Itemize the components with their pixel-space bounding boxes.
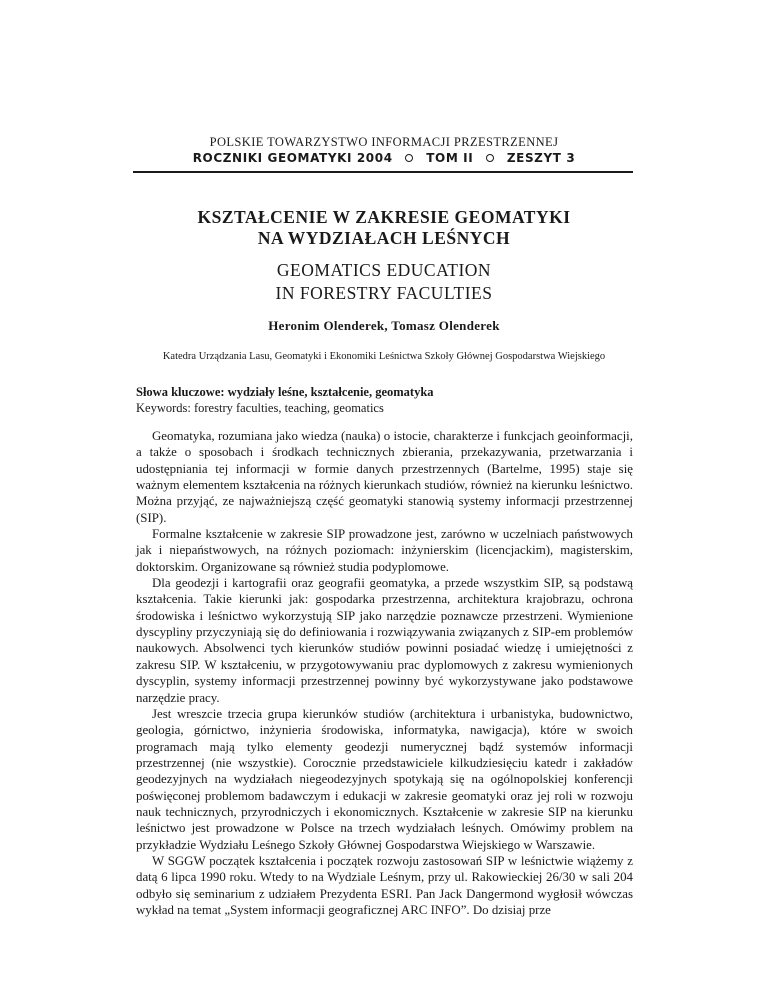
circle-separator-icon [405, 154, 413, 162]
keywords-english: Keywords: forestry faculties, teaching, geomatics [136, 401, 384, 415]
title-english-line: IN FORESTRY FACULTIES [275, 283, 493, 303]
title-polish-line: KSZTAŁCENIE W ZAKRESIE GEOMATYKI [197, 207, 571, 227]
paragraph: W SGGW początek kształcenia i początek rozwoju zastosowań SIP w leśnictwie wiążemy z datą 6 lipca 1990 roku. Wtedy to na Wydziale Leśnym, przy ul. Rakowieckiej 26/30 w sali 204 odbyło się seminarium z udziałem Prezydenta ESRI. Pan Jack Dangermond wygłosił wówczas wykład na temat „System informacji geograficznej ARC INFO”. Do dzisiaj prze [136, 853, 633, 917]
title-english-line: GEOMATICS EDUCATION [276, 260, 492, 280]
header-divider [133, 171, 633, 173]
title-english [0, 259, 768, 305]
title-polish-line: NA WYDZIAŁACH LEŚNYCH [257, 228, 511, 248]
authors: Heronim Olenderek, Tomasz Olenderek [268, 318, 500, 333]
paragraph: Formalne kształcenie w zakresie SIP prowadzone jest, zarówno w uczelniach państwowych jak i niepaństwowych, na różnych poziomach: inżynierskim (licencjackim), magisterskim, doktorskim. Organizowane są również studia podyplomowe. [136, 527, 633, 574]
paragraph: Geomatyka, rozumiana jako wiedza (nauka) o istocie, charakterze i funkcjach geoinformacji, a także o sposobach i środkach technicznych zbierania, przekazywania, przetwarzania i udostępniania tej informacji w formie danych przestrzennych (Bartelme, 1995) staje się ważnym elementem kształcenia na różnych kierunkach studiów, również na kierunku leśnictwo. Można przyjąć, ze najważniejszą część geomatyki stanowią systemy informacji przestrzennej (SIP). [136, 429, 633, 525]
series-volume: TOM II [426, 151, 474, 165]
keywords-polish: Słowa kluczowe: wydziały leśne, kształcenie, geomatyka [136, 385, 434, 399]
series-issue: ZESZYT 3 [506, 151, 576, 165]
series-name: ROCZNIKI GEOMATYKI 2004 [192, 151, 393, 165]
journal-organization: POLSKIE TOWARZYSTWO INFORMACJI PRZESTRZENNEJ [209, 135, 559, 149]
affiliation: Katedra Urządzania Lasu, Geomatyki i Ekonomiki Leśnictwa Szkoły Głównej Gospodarstwa Wiejskiego [162, 351, 606, 362]
paragraph: Jest wreszcie trzecia grupa kierunków studiów (architektura i urbanistyka, budownictwo, geologia, górnictwo, inżynieria środowiska, informatyka, nawigacja), które w swoich programach mają tylko elementy geodezji numerycznej bądź systemów informacji przestrzennej (nie wszystkie). Corocznie przedstawiciele kilkudziesięciu katedr i zakładów geodezyjnych na wydziałach niegeodezyjnych spotykają się na ogólnopolskiej konferencji poświęconej problemom badawczym i edukacji w zakresie geomatyki oraz jej roli w rozwoju nauk technicznych, przyrodniczych i ekonomicznych. Kształcenie w zakresie SIP na kierunku leśnictwo jest prowadzone w Polsce na trzech wydziałach leśnych. Omówimy problem na przykładzie Wydziału Leśnego Szkoły Głównej Gospodarstwa Wiejskiego w Warszawie. [136, 706, 633, 852]
circle-separator-icon [486, 154, 494, 162]
title-polish [0, 207, 768, 249]
body-text [136, 428, 633, 918]
journal-series-line [0, 151, 768, 165]
paragraph: Dla geodezji i kartografii oraz geografii geomatyka, a przede wszystkim SIP, są podstawą kształcenia. Takie kierunki jak: gospodarka przestrzenna, architektura krajobrazu, ochrona środowiska i leśnictwo wykorzystują SIP jako narzędzie poznawcze przestrzeni. Wymienione dyscypliny przyczyniają się do definiowania i rozwiązywania związanych z SIP-em problemów naukowych. Absolwenci tych kierunków studiów powinni posiadać wiedzę i umiejętności z zakresu SIP. W kształceniu, w przygotowywaniu prac dyplomowych z zakresu wymienionych dyscyplin, systemy informacji przestrzennej powinny być wykorzystywane jako podstawowe narzędzie pracy. [136, 576, 633, 705]
keywords-block [136, 384, 636, 416]
